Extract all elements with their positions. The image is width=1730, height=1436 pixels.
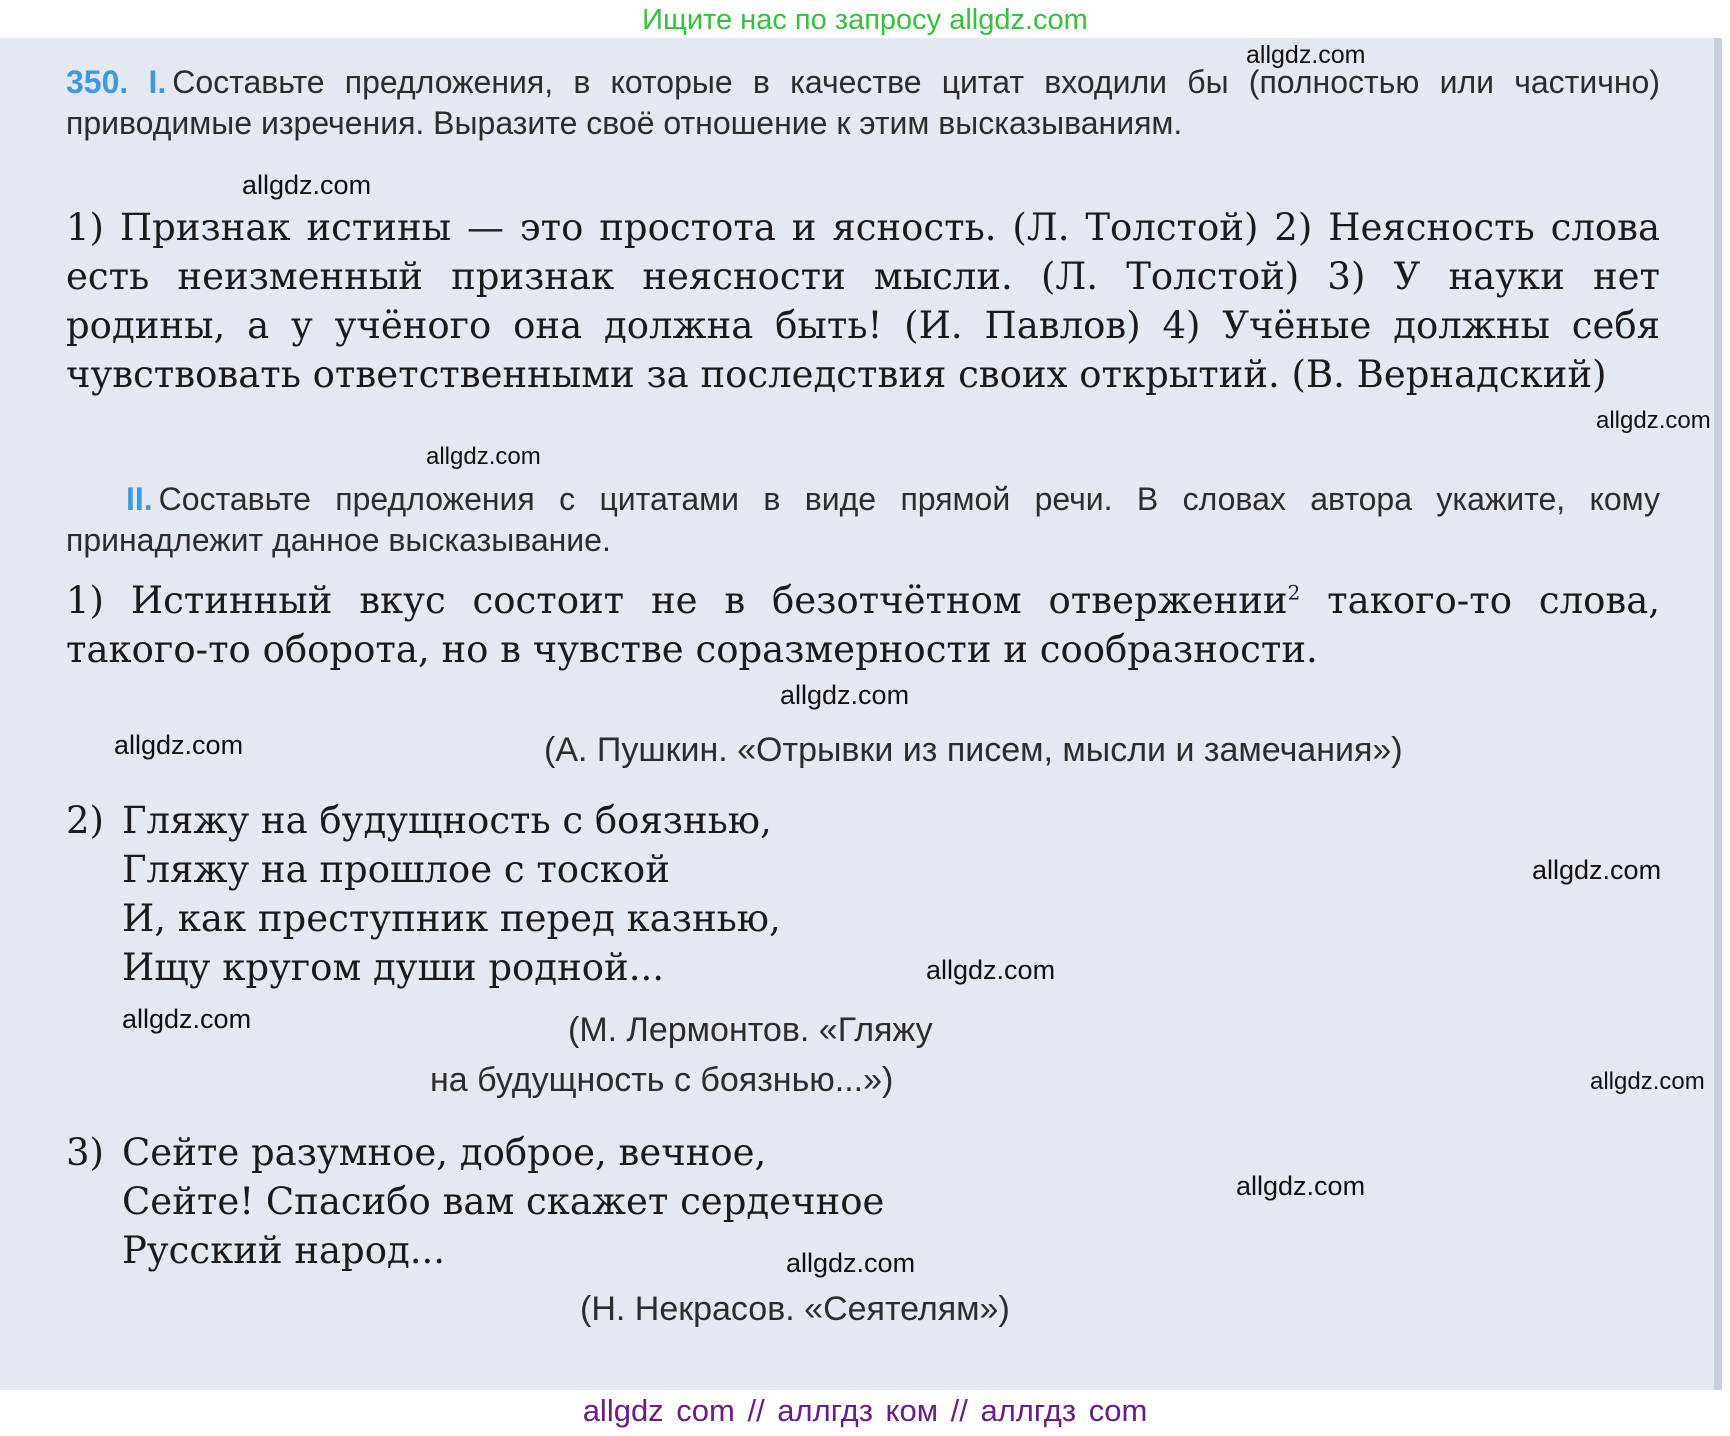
quote-3-verse [66,1128,885,1275]
task-instruction-2 [66,479,1660,561]
watermark: allgdz.com [1532,855,1662,885]
bottom-banner: allgdz com // аллгдз ком // аллгдз com [582,1393,1148,1428]
watermark: allgdz.com [1596,407,1711,434]
verse-line: Сейте разумное, доброе, вечное, [122,1131,767,1174]
watermark: allgdz.com [780,680,910,710]
footnote-marker: 2 [1287,580,1301,605]
quote-2-source-line-1: (М. Лермонтов. «Гляжу [568,1011,933,1049]
quote-3-number: 3) [66,1131,104,1174]
quote-1-source: (А. Пушкин. «Отрывки из писем, мысли и замечания») [544,731,1403,769]
watermark: allgdz.com [1236,1171,1366,1201]
quote-2-verse [66,796,781,992]
watermark: allgdz.com [114,730,244,760]
part-2-label: II. [126,481,153,517]
top-banner: Ищите нас по запросу allgdz.com [642,4,1088,36]
watermark: allgdz.com [122,1004,252,1034]
verse-line: Гляжу на прошлое с тоской [122,848,670,891]
part-2-instruction: Составьте предложения с цитатами в виде прямой речи. В словах автора укажите, кому принадлежит данное высказывание. [66,481,1660,558]
quote-2-source-line-2: на будущность с боязнью...») [430,1061,894,1099]
quote-1 [66,576,1660,674]
part-1-label: I. [148,64,167,100]
verse-line: И, как преступник перед казнью, [122,897,781,940]
verse-line: Сейте! Спасибо вам скажет сердечное [122,1180,885,1223]
quote-3-source: (Н. Некрасов. «Сеятелям») [580,1290,1010,1328]
watermark: allgdz.com [1246,41,1366,69]
watermark: allgdz.com [242,170,372,200]
part-1-quotes: 1) Признак истины — это простота и ясность. (Л. Толстой) 2) Неясность слова есть неизменный признак неясности мысли. (Л. Толстой) 3) У науки нет родины, а у учёного она должна быть! (И. Павлов) 4) Учёные должны себя чувствовать ответственными за последствия своих открытий. (В. Вернадский) [66,206,1660,396]
watermark: allgdz.com [926,955,1056,985]
watermark: allgdz.com [426,443,541,470]
verse-line: Русский народ... [122,1229,446,1272]
quote-1-text-end: такого-то слова, такого-то оборота, но в чувстве соразмерности и сообразности. [66,579,1661,671]
part-1-instruction: Составьте предложения, в которые в качестве цитат входили бы (полностью или частично) приводимые изречения. Выразите своё отношение к этим высказываниям. [66,64,1661,141]
watermark: allgdz.com [1590,1068,1705,1095]
quote-1-text-start: 1) Истинный вкус состоит не в безотчётном отвержении [66,579,1288,622]
watermark: allgdz.com [786,1248,916,1278]
verse-line: Гляжу на будущность с боязнью, [122,799,772,842]
quote-2-number: 2) [66,799,104,842]
exercise-number: 350. [66,64,129,100]
task-instruction-1 [66,62,1660,144]
verse-line: Ищу кругом души родной... [122,946,664,989]
